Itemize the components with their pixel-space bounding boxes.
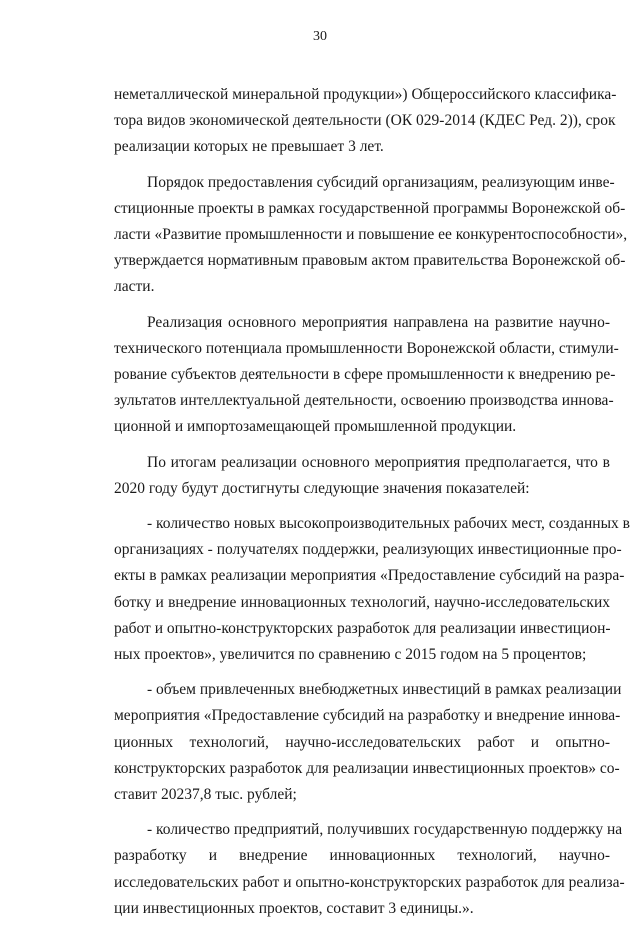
text-line: - объем привлеченных внебюджетных инвестиций в рамках реализации (147, 681, 622, 699)
text-line: - количество предприятий, получивших государственную поддержку на (147, 821, 623, 839)
text-line: разработку и внедрение инновационных технологий, научно- (114, 847, 610, 865)
text-line: ботку и внедрение инновационных технологий, научно-исследовательских (114, 593, 610, 611)
text-line: Реализация основного мероприятия направлена на развитие научно- (147, 313, 610, 331)
text-line: ставит 20237,8 тыс. рублей; (114, 786, 297, 804)
text-line: рование субъектов деятельности в сфере промышленности к внедрению ре- (114, 366, 616, 384)
text-line: мероприятия «Предоставление субсидий на разработку и внедрение иннова- (114, 707, 621, 725)
paragraph-3 (114, 310, 619, 441)
text-line: ласти «Развитие промышленности и повышение ее конкурентоспособности», (114, 226, 628, 244)
text-line: стиционные проекты в рамках государственной программы Воронежской об- (114, 199, 626, 217)
paragraph-1 (114, 82, 617, 161)
text-line: ласти. (114, 278, 155, 296)
text-line: утверждается нормативным правовым актом правительства Воронежской об- (114, 252, 626, 270)
paragraph-7 (114, 817, 625, 922)
text-line: ции инвестиционных проектов, составит 3 единицы.». (114, 899, 474, 917)
paragraph-6 (114, 677, 622, 808)
text-line: ционных технологий, научно-исследовательских работ и опытно- (114, 733, 610, 751)
text-line: тора видов экономической деятельности (ОК 029-2014 (КДЕС Ред. 2)), срок (114, 112, 616, 130)
page-number: 30 (313, 29, 327, 44)
text-line: реализации которых не превышает 3 лет. (114, 138, 384, 156)
text-line: конструкторских разработок для реализации инвестиционных проектов» со- (114, 759, 620, 777)
text-line: ционной и импортозамещающей промышленной продукции. (114, 418, 517, 436)
text-line: технического потенциала промышленности Воронежской области, стимули- (114, 339, 619, 357)
text-line: исследовательских работ и опытно-конструкторских разработок для реализа- (114, 873, 625, 891)
document-body (114, 82, 630, 931)
text-line: екты в рамках реализации мероприятия «Предоставление субсидий на разра- (114, 567, 625, 585)
paragraph-2 (114, 170, 628, 301)
text-line: - количество новых высокопроизводительных рабочих мест, созданных в (147, 515, 630, 533)
text-line: 2020 году будут достигнуты следующие значения показателей: (114, 479, 530, 497)
paragraph-5 (114, 511, 630, 668)
text-line: зультатов интеллектуальной деятельности, освоению производства иннова- (114, 392, 614, 410)
paragraph-4 (114, 450, 610, 502)
text-line: организациях - получателях поддержки, реализующих инвестиционные про- (114, 541, 622, 559)
text-line: неметаллической минеральной продукции») Общероссийского классифика- (114, 86, 617, 103)
text-line: работ и опытно-конструкторских разработок для реализации инвестицион- (114, 619, 611, 637)
text-line: ных проектов», увеличится по сравнению с 2015 годом на 5 процентов; (114, 646, 587, 664)
text-line: По итогам реализации основного мероприятия предполагается, что в (147, 453, 610, 471)
text-line: Порядок предоставления субсидий организациям, реализующим инве- (147, 173, 615, 191)
